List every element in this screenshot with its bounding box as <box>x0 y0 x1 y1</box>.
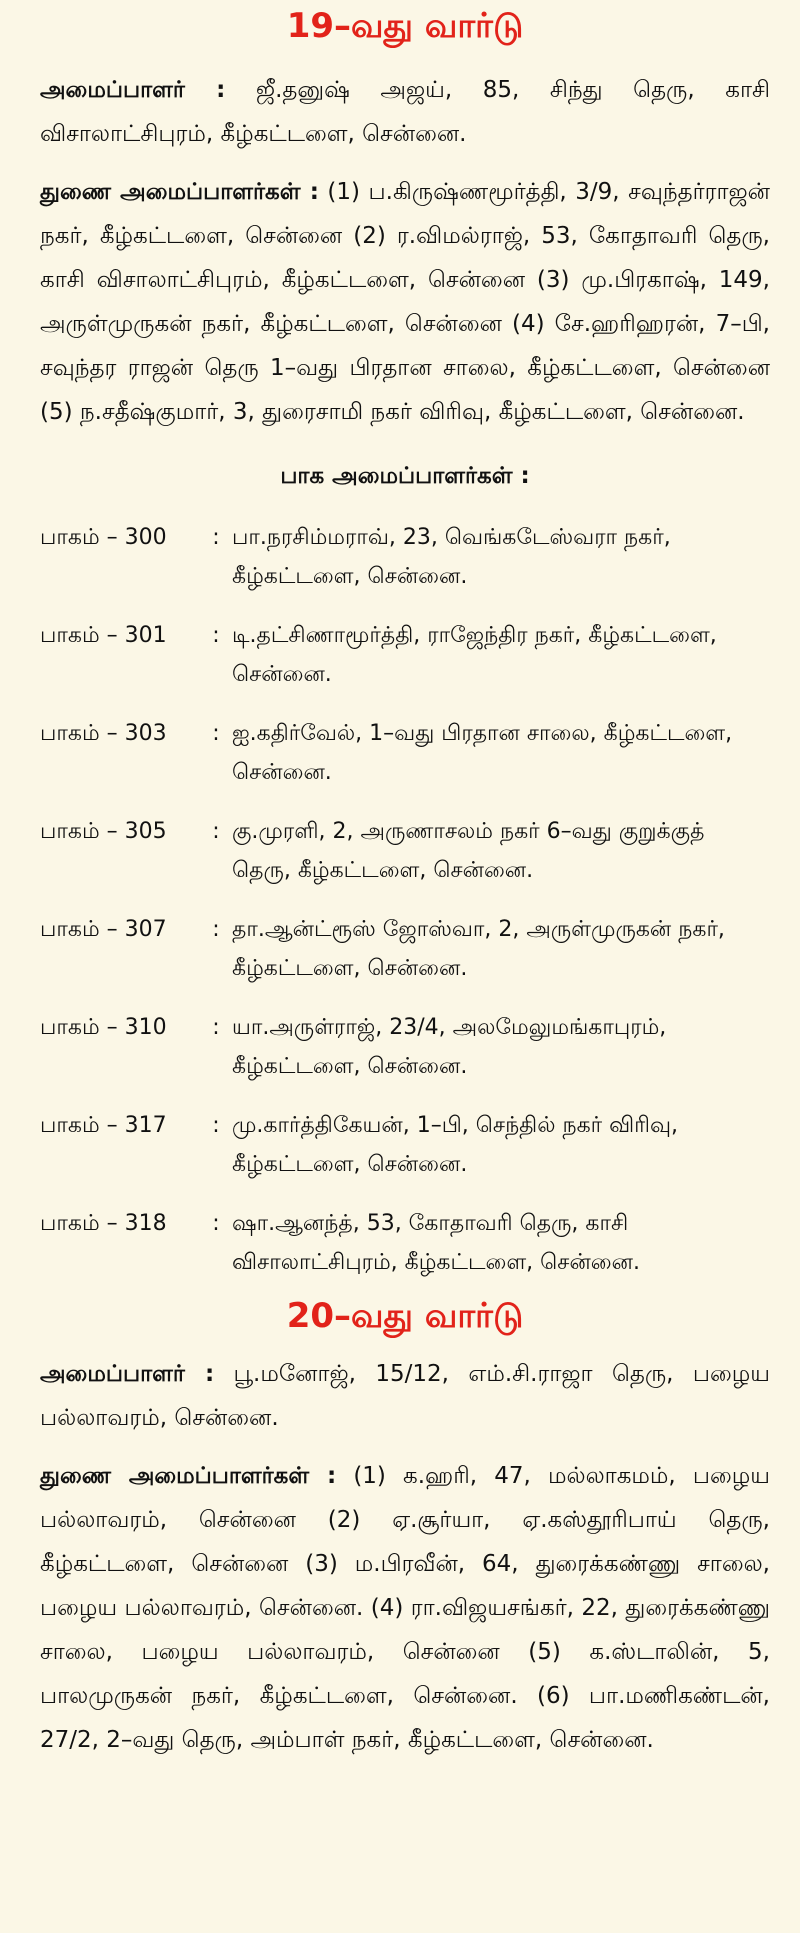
part-colon: : <box>212 623 220 648</box>
part-row <box>40 1106 770 1184</box>
part-number: பாகம் – 300 <box>40 525 167 550</box>
organizer-label: அமைப்பாளர் : <box>40 1361 215 1387</box>
ward-19-organizer <box>40 68 770 156</box>
part-row <box>40 1008 770 1086</box>
organizer-label: அமைப்பாளர் : <box>40 77 226 103</box>
deputy-text: (1) க.ஹரி, 47, மல்லாகமம், பழைய பல்லாவரம், சென்னை (2) ஏ.சூர்யா, ஏ.கஸ்தூரிபாய் தெரு, கீழ்கட்டளை, சென்னை (3) ம.பிரவீன், 64, துரைக்கண்ணு சாலை, பழைய பல்லாவரம், சென்னை. (4) ரா.விஜயசங்கர், 22, துரைக்கண்ணு சாலை, பழைய பல்லாவரம், சென்னை (5) க.ஸ்டாலின், 5, பாலமுருகன் நகர், கீழ்கட்டளை, சென்னை. (6) பா.மணிகண்டன், 27/2, 2–வது தெரு, அம்பாள் நகர், கீழ்கட்டளை, சென்னை. <box>40 1463 770 1753</box>
part-number: பாகம் – 310 <box>40 1015 167 1040</box>
part-colon: : <box>212 1015 220 1040</box>
ward-20-deputies <box>40 1454 770 1762</box>
part-colon: : <box>212 1211 220 1236</box>
part-organizer: பா.நரசிம்மராவ், 23, வெங்கடேஸ்வரா நகர், கீழ்கட்டளை, சென்னை. <box>232 525 671 589</box>
part-row <box>40 518 770 596</box>
part-colon: : <box>212 525 220 550</box>
part-colon: : <box>212 721 220 746</box>
part-number: பாகம் – 318 <box>40 1211 167 1236</box>
part-number: பாகம் – 303 <box>40 721 167 746</box>
part-number: பாகம் – 305 <box>40 819 167 844</box>
parts-heading: பாக அமைப்பாளர்கள் : <box>280 463 530 489</box>
deputy-text: (1) ப.கிருஷ்ணமூர்த்தி, 3/9, சவுந்தர்ராஜன் நகர், கீழ்கட்டளை, சென்னை (2) ர.விமல்ராஜ், 53, கோதாவரி தெரு, காசி விசாலாட்சிபுரம், கீழ்கட்டளை, சென்னை (3) மு.பிரகாஷ், 149, அருள்முருகன் நகர், கீழ்கட்டளை, சென்னை (4) சே.ஹரிஹரன், 7–பி, சவுந்தர ராஜன் தெரு 1–வது பிரதான சாலை, கீழ்கட்டளை, சென்னை (5) ந.சதீஷ்குமார், 3, துரைசாமி நகர் விரிவு, கீழ்கட்டளை, சென்னை. <box>40 179 770 425</box>
part-organizer: கு.முரளி, 2, அருணாசலம் நகர் 6–வது குறுக்குத் தெரு, கீழ்கட்டளை, சென்னை. <box>232 819 705 883</box>
part-number: பாகம் – 307 <box>40 917 167 942</box>
part-number: பாகம் – 317 <box>40 1113 167 1138</box>
part-row <box>40 714 770 792</box>
ward-19-deputies <box>40 170 770 434</box>
part-row <box>40 910 770 988</box>
document-page <box>0 4 800 1933</box>
parts-list <box>40 518 770 1282</box>
organizer-text: ஜீ.தனுஷ் அஜய், 85, சிந்து தெரு, காசி விசாலாட்சிபுரம், கீழ்கட்டளை, சென்னை. <box>40 77 770 147</box>
part-organizer: மு.கார்த்திகேயன், 1–பி, செந்தில் நகர் விரிவு, கீழ்கட்டளை, சென்னை. <box>232 1113 679 1177</box>
part-colon: : <box>212 819 220 844</box>
part-colon: : <box>212 1113 220 1138</box>
deputy-label: துணை அமைப்பாளர்கள் : <box>40 179 319 205</box>
part-organizer: தா.ஆன்ட்ரூஸ் ஜோஸ்வா, 2, அருள்முருகன் நகர், கீழ்கட்டளை, சென்னை. <box>232 917 725 981</box>
part-organizer: டி.தட்சிணாமூர்த்தி, ராஜேந்திர நகர், கீழ்கட்டளை, சென்னை. <box>232 623 717 687</box>
part-organizer: ஷா.ஆனந்த், 53, கோதாவரி தெரு, காசி விசாலாட்சிபுரம், கீழ்கட்டளை, சென்னை. <box>232 1211 640 1275</box>
part-number: பாகம் – 301 <box>40 623 167 648</box>
ward-20-organizer <box>40 1352 770 1440</box>
deputy-label: துணை அமைப்பாளர்கள் : <box>40 1463 337 1489</box>
part-organizer: யா.அருள்ராஜ், 23/4, அலமேலுமங்காபுரம், கீழ்கட்டளை, சென்னை. <box>232 1015 667 1079</box>
part-organizer: ஐ.கதிர்வேல், 1–வது பிரதான சாலை, கீழ்கட்டளை, சென்னை. <box>232 721 733 785</box>
organizer-text: பூ.மனோஜ், 15/12, எம்.சி.ராஜா தெரு, பழைய பல்லாவரம், சென்னை. <box>40 1361 770 1431</box>
part-row <box>40 616 770 694</box>
part-row <box>40 1204 770 1282</box>
ward-20-title: 20–வது வார்டு <box>286 1296 524 1336</box>
part-row <box>40 812 770 890</box>
ward-19-title: 19–வது வார்டு <box>286 6 524 46</box>
part-colon: : <box>212 917 220 942</box>
